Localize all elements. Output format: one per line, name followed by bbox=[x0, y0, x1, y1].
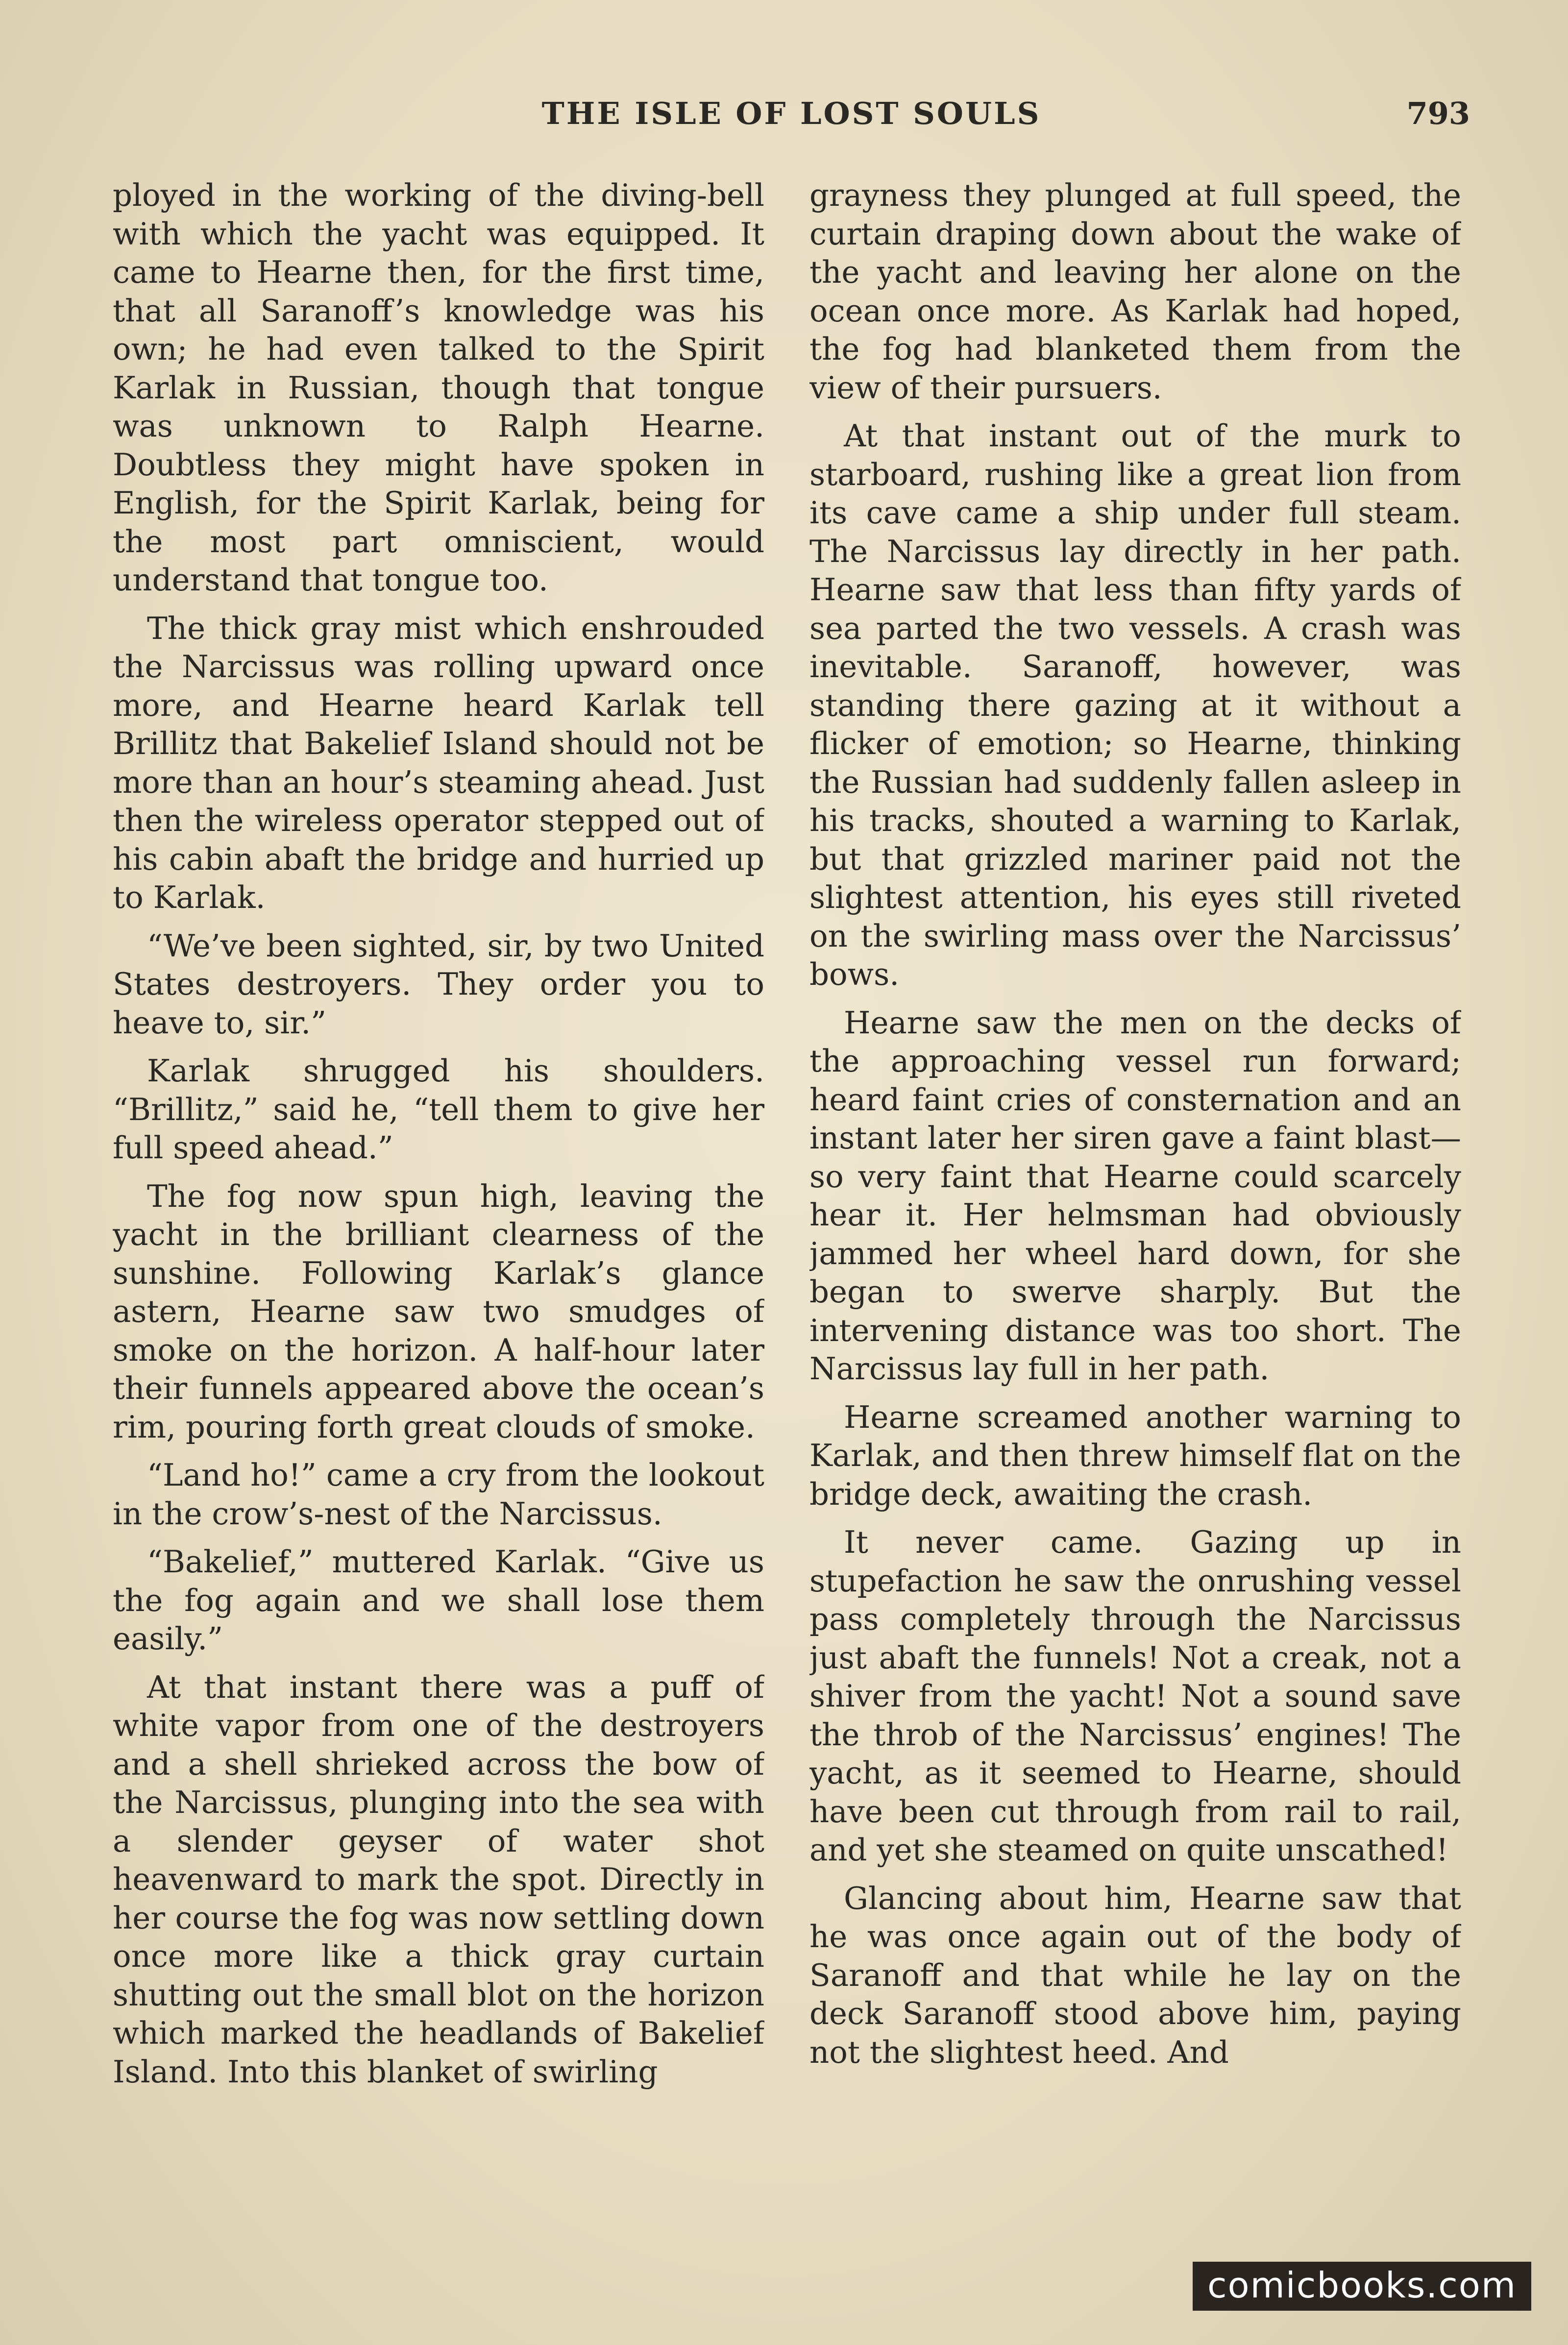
paragraph: Karlak shrugged his shoulders. “Brillitz,” said he, “tell them to give her full speed ahead.” bbox=[113, 1053, 764, 1166]
right-column bbox=[809, 176, 1461, 2244]
watermark: comicbooks.com bbox=[1193, 2262, 1531, 2311]
paragraph: At that instant out of the murk to starboard, rushing like a great lion from its cave came a ship under full steam. The Narcissus lay directly in her path. Hearne saw that less than fifty yards of sea parted the two vessels. A crash was inevitable. Saranoff, however, was standing there gazing at it without a flicker of emotion; so Hearne, thinking the Russian had suddenly fallen asleep in his tracks, shouted a warning to Karlak, but that grizzled mariner paid not the slightest attention, his eyes still riveted on the swirling mass over the Narcissus’ bows. bbox=[809, 418, 1461, 992]
paragraph: grayness they plunged at full speed, the curtain draping down about the wake of the yacht and leaving her alone on the ocean once more. As Karlak had hoped, the fog had blanketed them from the view of their pursuers. bbox=[809, 177, 1461, 406]
page-header bbox=[113, 96, 1470, 140]
running-title: THE ISLE OF LOST SOULS bbox=[541, 96, 1041, 131]
paragraph: Glancing about him, Hearne saw that he was once again out of the body of Saranoff and that while he lay on the deck Saranoff stood above him, paying not the slightest heed. And bbox=[809, 1880, 1461, 2070]
paragraph: ployed in the working of the diving-bell with which the yacht was equipped. It came to Hearne then, for the first time, that all Saranoff’s knowledge was his own; he had even talked to the Spirit Karlak in Russian, though that tongue was unknown to Ralph Hearne. Doubtless they might have spoken in English, for the Spirit Karlak, being for the most part omniscient, would understand that tongue too. bbox=[113, 177, 764, 598]
paragraph: “Bakelief,” muttered Karlak. “Give us the fog again and we shall lose them easily.” bbox=[113, 1544, 764, 1657]
paragraph: Hearne saw the men on the decks of the approaching vessel run forward; heard faint cries of consternation and an instant later her siren gave a faint blast—so very faint that Hearne could scarcely hear it. Her helmsman had obviously jammed her wheel hard down, for she began to swerve sharply. But the intervening distance was too short. The Narcissus lay full in her path. bbox=[809, 1004, 1461, 1387]
left-column bbox=[113, 176, 764, 2244]
paragraph: “Land ho!” came a cry from the lookout in the crow’s-nest of the Narcissus. bbox=[113, 1457, 764, 1532]
paragraph: Hearne screamed another warning to Karlak, and then threw himself flat on the bridge deck, awaiting the crash. bbox=[809, 1399, 1461, 1512]
paragraph: The fog now spun high, leaving the yacht in the brilliant clearness of the sunshine. Following Karlak’s glance astern, Hearne saw two smudges of smoke on the horizon. A half-hour later their funnels appeared above the ocean’s rim, pouring forth great clouds of smoke. bbox=[113, 1178, 764, 1445]
page-number: 793 bbox=[1406, 96, 1470, 131]
paragraph: The thick gray mist which enshrouded the Narcissus was rolling upward once more, and Hearne heard Karlak tell Brillitz that Bakelief Island should not be more than an hour’s steaming ahead. Just then the wireless operator stepped out of his cabin abaft the bridge and hurried up to Karlak. bbox=[113, 610, 764, 915]
paragraph: It never came. Gazing up in stupefaction he saw the onrushing vessel pass completely through the Narcissus just abaft the funnels! Not a creak, not a shiver from the yacht! Not a sound save the throb of the Narcissus’ engines! The yacht, as it seemed to Hearne, should have been cut through from rail to rail, and yet she steamed on quite unscathed! bbox=[809, 1524, 1461, 1868]
paragraph: At that instant there was a puff of white vapor from one of the destroyers and a shell shrieked across the bow of the Narcissus, plunging into the sea with a slender geyser of water shot heavenward to mark the spot. Directly in her course the fog was now settling down once more like a thick gray curtain shutting out the small blot on the horizon which marked the headlands of Bakelief Island. Into this blanket of swirling bbox=[113, 1669, 764, 2090]
paragraph: “We’ve been sighted, sir, by two United States destroyers. They order you to heave to, sir.” bbox=[113, 928, 764, 1041]
